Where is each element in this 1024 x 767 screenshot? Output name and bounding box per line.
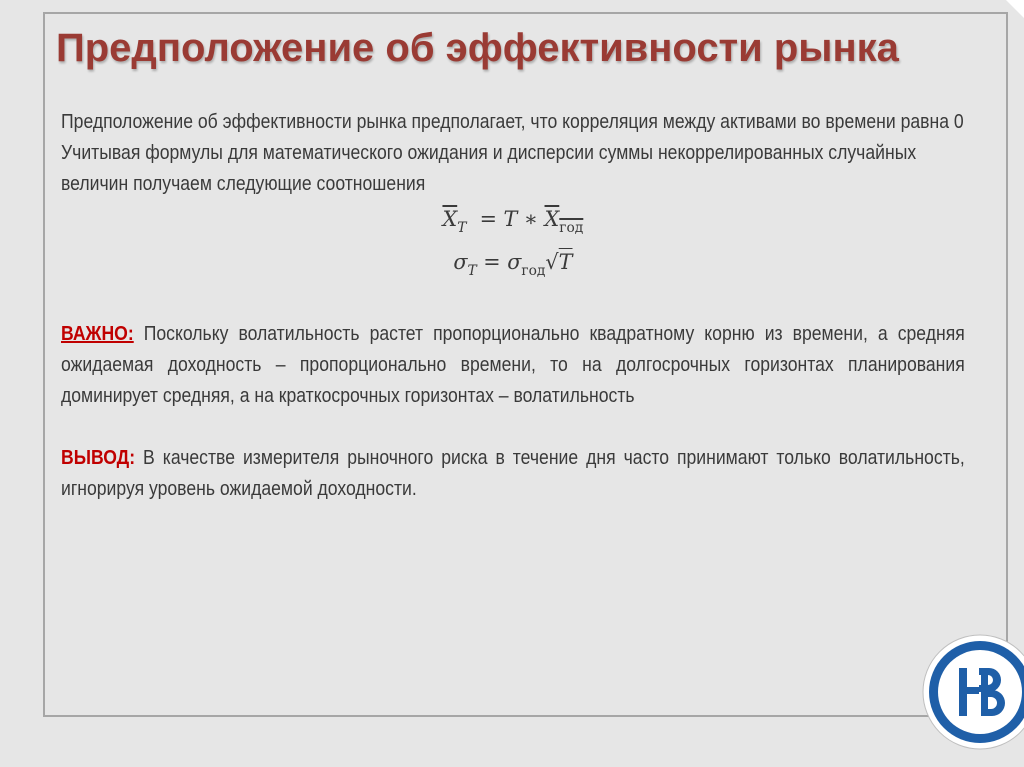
paragraph-conclusion [61,443,965,505]
slide-content [61,107,965,505]
formula-mean-rhs-sub: год [559,220,584,236]
formula-mean-lhs: $\overline{X}$ [442,207,458,231]
conclusion-label: ВЫВОД: [61,447,136,469]
formula-block [7,202,1019,288]
sqrt-sign: √ [545,250,559,274]
conclusion-text: В качестве измерителя рыночного риска в течение дня часто принимают только волатильность, игнорируя уровень ожидаемой доходности. [61,447,965,500]
slide-title: Предположение об эффективности рынка [56,26,899,70]
paragraph-important [61,319,965,412]
formula-volatility [7,245,1019,288]
formula-mean-lhs-sub: T [457,220,467,236]
formula-vol-sub: год [521,263,546,279]
formula-vol-lhs: σ [453,250,468,274]
important-label: ВАЖНО: [61,323,134,345]
formula-vol-root: T [558,250,573,274]
formula-mean-rhs-var: X [544,207,560,231]
hse-logo-icon [921,633,1024,751]
formula-mean [7,202,1019,245]
paragraph-market-efficiency: Предположение об эффективности рынка предполагает, что корреляция между активами во времени равна 0 [61,111,964,133]
formula-mean-rhs-overlined [544,207,584,236]
important-text: Поскольку волатильность растет пропорционально квадратному корню из времени, а средняя ожидаемая доходность – пропорционально времени, то на долгосрочных горизонтах планирования доминирует средняя, а на краткосрочных горизонтах – волатильность [61,323,965,407]
paragraph-formulas-intro: Учитывая формулы для математического ожидания и дисперсии суммы некоррелированных случайных величин получаем следующие соотношения [61,142,917,195]
formula-vol-eq: = σ [476,250,522,274]
formula-vol-lhs-sub: T [467,263,477,279]
formula-mean-rhs-prefix: = T ∗ [479,207,545,231]
page-corner-fold [1006,0,1024,18]
